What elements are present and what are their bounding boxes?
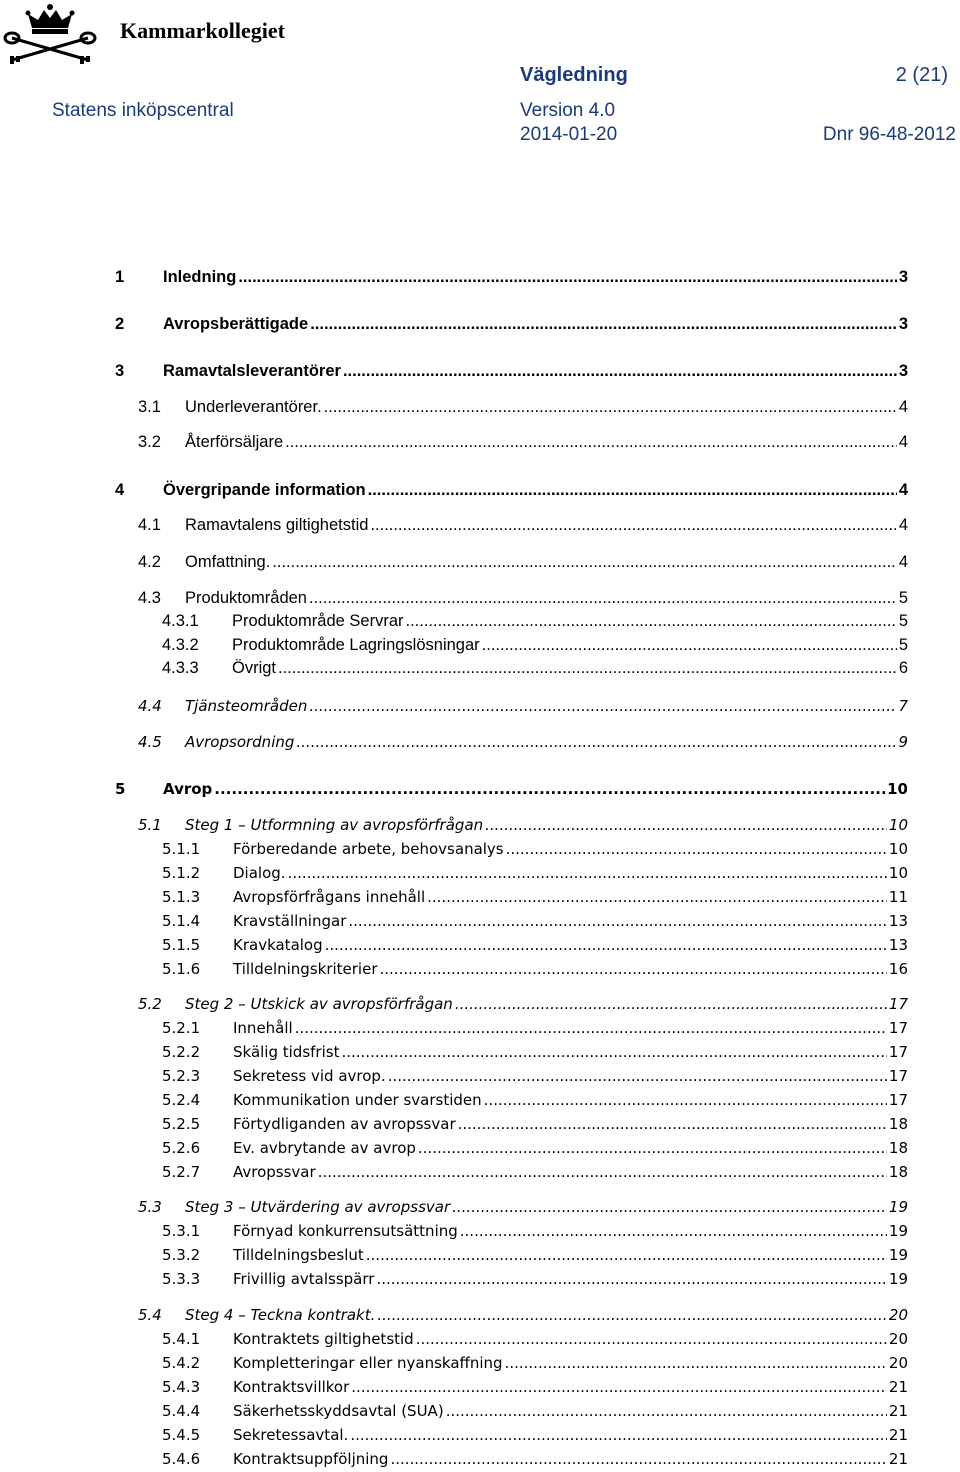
toc-title: Övergripande information	[163, 481, 366, 499]
toc-leader	[380, 960, 887, 978]
toc-page: 17	[888, 1043, 908, 1061]
toc-entry[interactable]	[0, 1067, 908, 1085]
toc-entry[interactable]	[0, 816, 908, 834]
toc-page: 19	[888, 1198, 908, 1216]
toc-number: 5.2	[138, 995, 162, 1013]
toc-entry[interactable]	[0, 864, 908, 882]
toc-title: Kravställningar	[233, 912, 347, 930]
toc-entry[interactable]	[0, 1222, 908, 1240]
toc-entry[interactable]	[0, 1163, 908, 1181]
toc-title: Övrigt	[232, 659, 277, 677]
toc-title: Inledning	[163, 268, 237, 286]
toc-leader	[325, 936, 887, 954]
toc-leader	[366, 1246, 887, 1264]
organization-name: Kammarkollegiet	[120, 18, 285, 43]
toc-title: Sekretess vid avrop.	[233, 1067, 386, 1085]
toc-entry[interactable]	[0, 840, 908, 858]
toc-leader	[318, 1163, 887, 1181]
toc-title: Avropssvar	[233, 1163, 316, 1181]
toc-entry[interactable]	[0, 697, 908, 715]
toc-page: 16	[888, 960, 908, 978]
toc-number: 3.2	[138, 433, 161, 451]
toc-entry[interactable]	[0, 960, 908, 978]
toc-entry[interactable]	[0, 433, 908, 452]
toc-number: 5.1.1	[162, 840, 201, 858]
toc-leader	[455, 995, 887, 1013]
toc-leader	[505, 1354, 887, 1372]
toc-page: 17	[888, 1091, 908, 1109]
toc-page: 5	[898, 612, 908, 630]
toc-page: 18	[888, 1115, 908, 1133]
toc-entry[interactable]	[0, 1043, 908, 1061]
toc-number: 5.4.6	[162, 1450, 201, 1468]
toc-number: 5.1.5	[162, 936, 201, 954]
document-title: Vägledning	[520, 64, 628, 86]
toc-leader	[324, 398, 897, 417]
toc-title: Avropsordning	[185, 733, 295, 751]
toc-number: 5.2.3	[162, 1067, 201, 1085]
toc-leader	[506, 840, 887, 858]
toc-page: 7	[898, 697, 908, 715]
toc-number: 5.2.6	[162, 1139, 201, 1157]
toc-number: 5.2.7	[162, 1163, 201, 1181]
toc-leader	[278, 659, 897, 678]
toc-title: Tjänsteområden	[185, 697, 308, 715]
toc-page: 17	[888, 995, 908, 1013]
toc-number: 4.3.1	[162, 612, 199, 630]
toc-number: 5.2.5	[162, 1115, 201, 1133]
toc-page: 21	[888, 1450, 908, 1468]
toc-page: 20	[888, 1306, 908, 1324]
toc-title: Kommunikation under svarstiden	[233, 1091, 482, 1109]
toc-leader	[418, 1139, 887, 1157]
toc-entry[interactable]	[0, 936, 908, 954]
toc-number: 5.3.1	[162, 1222, 201, 1240]
toc-title: Kontraktsvillkor	[233, 1378, 350, 1396]
toc-page: 4	[898, 433, 908, 451]
toc-leader	[296, 733, 896, 751]
toc-page: 10	[888, 864, 908, 882]
toc-leader	[350, 1426, 887, 1444]
toc-entry[interactable]	[0, 780, 908, 798]
toc-page: 19	[888, 1222, 908, 1240]
toc-leader	[484, 1091, 887, 1109]
toc-number: 5.4.3	[162, 1378, 201, 1396]
toc-leader	[376, 1270, 886, 1288]
toc-page: 3	[898, 315, 908, 333]
toc-entry[interactable]	[0, 1402, 908, 1420]
toc-number: 3	[115, 362, 125, 380]
toc-entry[interactable]	[0, 1426, 908, 1444]
toc-page: 3	[898, 362, 908, 380]
toc-page: 19	[888, 1270, 908, 1288]
toc-leader	[370, 516, 896, 535]
toc-title: Ev. avbrytande av avrop	[233, 1139, 416, 1157]
toc-entry[interactable]	[0, 1330, 908, 1348]
toc-entry[interactable]	[0, 1270, 908, 1288]
toc-page: 17	[888, 1067, 908, 1085]
toc-entry[interactable]	[0, 268, 908, 287]
toc-title: Säkerhetsskyddsavtal (SUA)	[233, 1402, 444, 1420]
document-registration-number: Dnr 96-48-2012	[822, 124, 956, 145]
toc-number: 5.4.5	[162, 1426, 201, 1444]
toc-title: Produktområden	[185, 589, 307, 607]
toc-page: 18	[888, 1139, 908, 1157]
document-version: Version 4.0	[520, 100, 616, 121]
toc-number: 5.1.6	[162, 960, 201, 978]
toc-page: 4	[898, 553, 908, 571]
toc-leader	[485, 816, 887, 834]
toc-title: Förtydliganden av avropssvar	[233, 1115, 456, 1133]
toc-entry[interactable]	[0, 1378, 908, 1396]
toc-entry[interactable]	[0, 1354, 908, 1372]
toc-number: 5.2.4	[162, 1091, 201, 1109]
toc-number: 5.4.1	[162, 1330, 201, 1348]
toc-leader	[427, 888, 887, 906]
toc-number: 5.3	[138, 1198, 162, 1216]
toc-title: Skälig tidsfrist	[233, 1043, 340, 1061]
toc-title: Steg 2 – Utskick av avropsförfrågan	[185, 995, 453, 1013]
toc-leader	[416, 1330, 887, 1348]
toc-number: 5.1.4	[162, 912, 201, 930]
toc-entry[interactable]	[0, 362, 908, 381]
toc-number: 5.2.2	[162, 1043, 201, 1061]
toc-page: 4	[898, 516, 908, 534]
toc-title: Ramavtalsleverantörer	[163, 362, 341, 380]
toc-page: 21	[888, 1378, 908, 1396]
toc-page: 21	[888, 1426, 908, 1444]
toc-entry[interactable]	[0, 1019, 908, 1037]
toc-entry[interactable]	[0, 398, 908, 417]
toc-entry[interactable]	[0, 659, 908, 678]
toc-title: Frivillig avtalsspärr	[233, 1270, 375, 1288]
toc-page: 18	[888, 1163, 908, 1181]
toc-number: 5.3.2	[162, 1246, 201, 1264]
toc-leader	[446, 1402, 887, 1420]
toc-title: Dialog.	[233, 864, 286, 882]
toc-number: 4.1	[138, 516, 161, 534]
document-date: 2014-01-20	[520, 124, 618, 145]
toc-leader	[238, 268, 896, 287]
toc-number: 5.3.3	[162, 1270, 201, 1288]
toc-number: 4.5	[138, 733, 162, 751]
toc-leader	[310, 315, 897, 334]
toc-page: 17	[888, 1019, 908, 1037]
toc-entry[interactable]	[0, 995, 908, 1013]
toc-title: Sekretessavtal.	[233, 1426, 349, 1444]
page-indicator: 2 (21)	[895, 64, 948, 86]
toc-page: 4	[898, 481, 908, 499]
toc-title: Återförsäljare	[185, 433, 284, 451]
toc-number: 2	[115, 315, 125, 333]
toc-entry[interactable]	[0, 612, 908, 631]
toc-number: 4.3.3	[162, 659, 199, 677]
toc-number: 3.1	[138, 398, 161, 416]
toc-number: 4.4	[138, 697, 162, 715]
toc-leader	[295, 1019, 887, 1037]
toc-number: 1	[115, 268, 125, 286]
toc-entry[interactable]	[0, 481, 908, 500]
toc-title: Produktområde Lagringslösningar	[232, 636, 480, 654]
toc-page: 5	[898, 589, 908, 607]
toc-page: 10	[887, 780, 908, 798]
toc-title: Avropsförfrågans innehåll	[233, 888, 426, 906]
toc-number: 5.4.2	[162, 1354, 201, 1372]
toc-leader	[309, 697, 896, 715]
toc-number: 5.2.1	[162, 1019, 201, 1037]
toc-title: Tilldelningskriterier	[233, 960, 378, 978]
toc-leader	[341, 1043, 886, 1061]
toc-number: 4.3	[138, 589, 161, 607]
toc-entry[interactable]	[0, 516, 908, 535]
toc-page: 9	[898, 733, 908, 751]
toc-entry[interactable]	[0, 1198, 908, 1216]
toc-number: 4	[115, 481, 125, 499]
toc-entry[interactable]	[0, 553, 908, 572]
toc-page: 10	[888, 816, 908, 834]
toc-leader	[390, 1450, 886, 1468]
toc-leader	[214, 780, 885, 798]
toc-leader	[406, 612, 897, 631]
toc-title: Kompletteringar eller nyanskaffning	[233, 1354, 503, 1372]
toc-page: 21	[888, 1402, 908, 1420]
toc-entry[interactable]	[0, 1306, 908, 1324]
toc-title: Produktområde Servrar	[232, 612, 404, 630]
toc-entry[interactable]	[0, 315, 908, 334]
toc-leader	[482, 636, 897, 655]
toc-entry[interactable]	[0, 912, 908, 930]
toc-page: 13	[888, 912, 908, 930]
toc-title: Kontraktsuppföljning	[233, 1450, 389, 1468]
toc-title: Förberedande arbete, behovsanalys	[233, 840, 504, 858]
toc-title: Kravkatalog	[233, 936, 323, 954]
toc-page: 10	[888, 840, 908, 858]
toc-page: 3	[898, 268, 908, 286]
toc-title: Steg 4 – Teckna kontrakt.	[185, 1306, 376, 1324]
toc-title: Steg 1 – Utformning av avropsförfrågan	[185, 816, 484, 834]
toc-leader	[285, 433, 897, 452]
toc-title: Avrop	[163, 780, 213, 798]
toc-entry[interactable]	[0, 589, 908, 608]
toc-page: 6	[898, 659, 908, 677]
toc-title: Förnyad konkurrensutsättning	[233, 1222, 458, 1240]
toc-page: 4	[898, 398, 908, 416]
toc-leader	[309, 589, 897, 608]
toc-entry[interactable]	[0, 888, 908, 906]
toc-number: 5.4.4	[162, 1402, 201, 1420]
toc-entry[interactable]	[0, 1246, 908, 1264]
toc-number: 5	[115, 780, 126, 798]
toc-leader	[288, 864, 887, 882]
toc-title: Kontraktets giltighetstid	[233, 1330, 414, 1348]
toc-title: Avropsberättigade	[163, 315, 309, 333]
toc-page: 11	[888, 888, 908, 906]
toc-page: 19	[888, 1246, 908, 1264]
unit-name: Statens inköpscentral	[52, 100, 234, 121]
toc-title: Tilldelningsbeslut	[233, 1246, 364, 1264]
toc-page: 20	[888, 1330, 908, 1348]
toc-leader	[348, 912, 887, 930]
toc-title: Steg 3 – Utvärdering av avropssvar	[185, 1198, 451, 1216]
toc-entry[interactable]	[0, 636, 908, 655]
toc-leader	[377, 1306, 887, 1324]
toc-page: 13	[888, 936, 908, 954]
toc-entry[interactable]	[0, 733, 908, 751]
toc-number: 4.3.2	[162, 636, 199, 654]
toc-leader	[351, 1378, 887, 1396]
toc-number: 5.1	[138, 816, 162, 834]
toc-leader	[452, 1198, 887, 1216]
toc-page: 5	[898, 636, 908, 654]
toc-number: 5.4	[138, 1306, 162, 1324]
toc-title: Innehåll	[233, 1019, 293, 1037]
toc-entry[interactable]	[0, 1091, 908, 1109]
toc-leader	[458, 1115, 887, 1133]
toc-leader	[460, 1222, 887, 1240]
toc-title: Ramavtalens giltighetstid	[185, 516, 369, 534]
toc-page: 20	[888, 1354, 908, 1372]
toc-leader	[388, 1067, 887, 1085]
toc-title: Omfattning.	[185, 553, 271, 571]
toc-number: 4.2	[138, 553, 161, 571]
toc-entry[interactable]	[0, 1139, 908, 1157]
crown-keys-logo-icon	[2, 2, 98, 66]
toc-entry[interactable]	[0, 1115, 908, 1133]
toc-entry[interactable]	[0, 1450, 908, 1468]
crown-keys-logo	[2, 2, 98, 66]
toc-number: 5.1.3	[162, 888, 201, 906]
toc-leader	[368, 481, 897, 500]
toc-number: 5.1.2	[162, 864, 201, 882]
toc-leader	[272, 553, 897, 572]
toc-leader	[343, 362, 897, 381]
toc-title: Underleverantörer.	[185, 398, 322, 416]
